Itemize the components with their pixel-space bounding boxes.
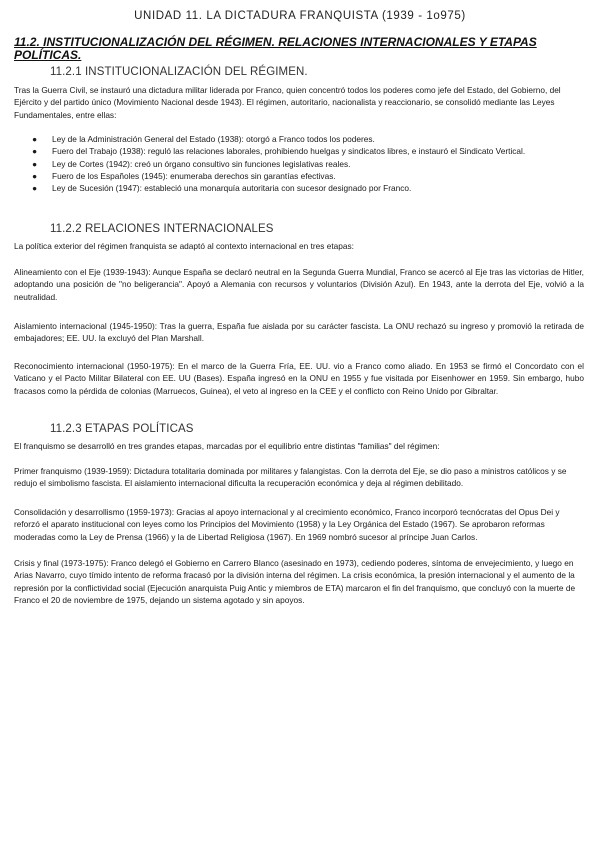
list-item-text: Fuero de los Españoles (1945): enumeraba derechos sin garantías efectivas. — [52, 170, 336, 181]
list-item — [32, 182, 582, 194]
subsection-heading-etapas: 11.2.3 ETAPAS POLÍTICAS — [50, 423, 194, 435]
fundamental-laws-list — [32, 133, 582, 194]
subsection-heading-institucionalizacion: 11.2.1 INSTITUCIONALIZACIÓN DEL RÉGIMEN. — [50, 66, 308, 78]
paragraph-relaciones-intro: La política exterior del régimen franquista se adaptó al contexto internacional en tres etapas: — [14, 241, 354, 251]
list-item-text: Ley de Cortes (1942): creó un órgano consultivo sin funciones legislativas reales. — [52, 158, 351, 169]
paragraph-aislamiento: Aislamiento internacional (1945-1950): Tras la guerra, España fue aislada por su carácter fascista. La ONU rechazó su ingreso y promovió la retirada de embajadores; EE. UU. la excluyó del Plan Marshall. — [14, 321, 584, 344]
paragraph-crisis-final: Crisis y final (1973-1975): Franco delegó el Gobierno en Carrero Blanco (asesinado en 1973), cediendo poderes, síntoma de envejecimiento, y luego en Arias Navarro, cuyo tímido intento de reforma fracasó por la división interna del régimen. La crisis económica, la presión internacional y el aumento de la represión por la conflictividad social (Ejecución anarquista Puig Antic y miembros de ETA) marcaron el fin del franquismo, que concluyó con la muerte de Franco el 20 de noviembre de 1975, dejando un sistema agotado y sin apoyos. — [14, 558, 576, 605]
section-title: 11.2. INSTITUCIONALIZACIÓN DEL RÉGIMEN. RELACIONES INTERNACIONALES Y ETAPAS POLÍTICAS. — [14, 35, 537, 62]
paragraph-alineamiento: Alineamiento con el Eje (1939-1943): Aunque España se declaró neutral en la Segunda Guerra Mundial, Franco se acercó al Eje tras las victorias de Hitler, adoptando una posición de "no beligerancia". Apoyó a Alemania con recursos y voluntarios (División Azul). En 1943, ante la derrota del Eje, volvió a la neutralidad. — [14, 267, 584, 302]
paragraph-reconocimiento: Reconocimiento internacional (1950-1975): En el marco de la Guerra Fría, EE. UU. vio a Franco como aliado. En 1953 se firmó el Concordato con el Vaticano y el Pacto Militar Bilateral con EE. UU (Bases). España ingresó en la ONU en 1955 y fue visitada por Eisenhower en 1959. Sin embargo, hubo fracasos como la pérdida de colonias (Marruecos, Guinea), el veto al ingreso en la CEE y el conflicto con Reino Unido por Gibraltar. — [14, 361, 584, 396]
bullet-icon: ● — [32, 170, 38, 181]
list-item — [32, 170, 582, 182]
paragraph-institucionalizacion-intro: Tras la Guerra Civil, se instauró una dictadura militar liderada por Franco, quien concentró todos los poderes como jefe del Estado, del Gobierno, del Ejército y del partido único (Movimiento Nacional desde 1943). El régimen, autoritario, nacionalista y reaccionario, se consolidó mediante las Leyes Fundamentales, entre ellas: — [14, 85, 561, 120]
subsection-heading-relaciones: 11.2.2 RELACIONES INTERNACIONALES — [50, 223, 274, 235]
paragraph-etapas-intro: El franquismo se desarrolló en tres grandes etapas, marcadas por el equilibrio entre distintas "familias" del régimen: — [14, 441, 440, 451]
bullet-icon: ● — [32, 134, 38, 144]
document-title: UNIDAD 11. LA DICTADURA FRANQUISTA (1939 - 1o975) — [134, 10, 466, 22]
paragraph-desarrollismo: Consolidación y desarrollismo (1959-1973): Gracias al apoyo internacional y al crecimiento económico, Franco incorporó tecnócratas del Opus Dei y reforzó el aparato institucional con leyes como los Principios del Movimiento (1958) y la Ley Orgánica del Estado (1967). Se aprobaron reformas moderadas como la Ley de Prensa (1966) y la de Libertad Religiosa (1967). En 1969 nombró sucesor al príncipe Juan Carlos. — [14, 507, 560, 542]
bullet-icon: ● — [32, 146, 38, 157]
list-item-text: Fuero del Trabajo (1938): reguló las relaciones laborales, prohibiendo huelgas y sindicatos libres, e instauró el Sindicato Vertical. — [52, 146, 526, 157]
list-item — [32, 158, 582, 170]
bullet-icon: ● — [32, 158, 38, 169]
list-item — [32, 133, 582, 145]
list-item-text: Ley de Sucesión (1947): estableció una monarquía autoritaria con sucesor designado por Franco. — [52, 183, 412, 194]
list-item — [32, 145, 582, 157]
bullet-icon: ● — [32, 183, 38, 194]
paragraph-primer-franquismo: Primer franquismo (1939-1959): Dictadura totalitaria dominada por militares y falangistas. Con la derrota del Eje, se dio paso a ministros católicos y se redujo el simbolismo fascista. El aislamiento internacional dificulta la recuperación económica y deja al régimen debilitado. — [14, 466, 567, 489]
list-item-text: Ley de la Administración General del Estado (1938): otorgó a Franco todos los poderes. — [52, 134, 375, 144]
